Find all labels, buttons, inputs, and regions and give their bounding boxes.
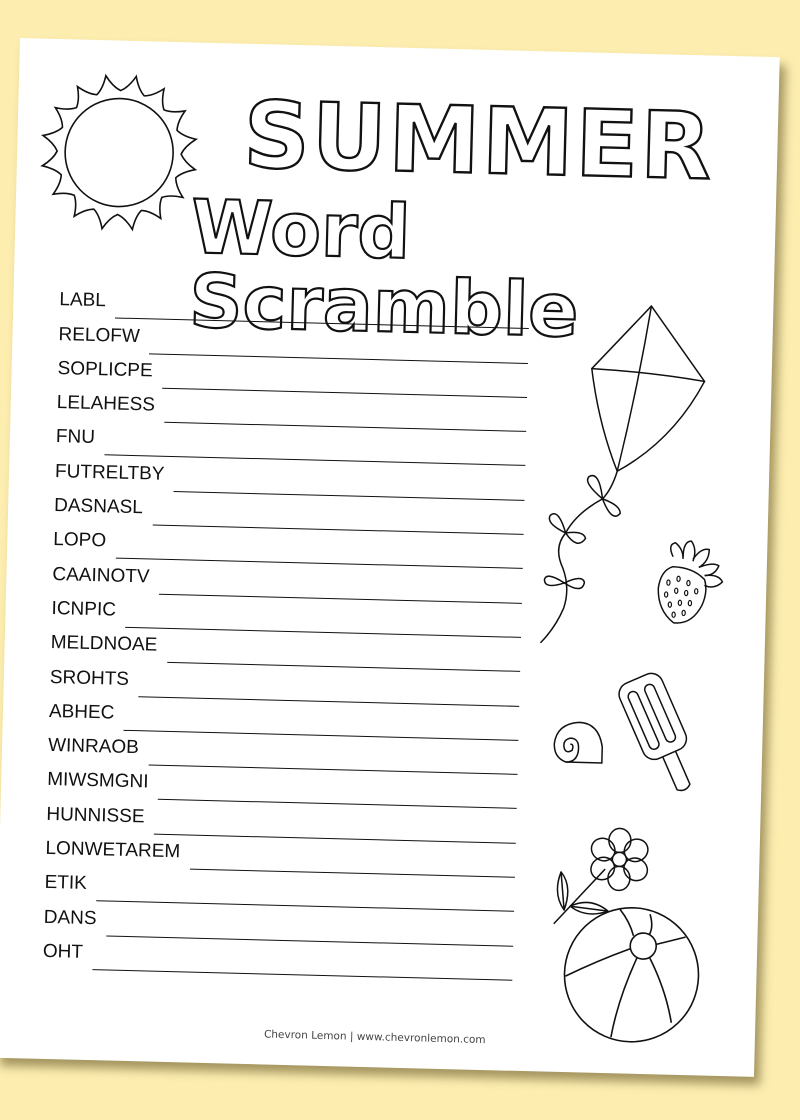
scrambled-word: DASNASL <box>53 495 144 519</box>
scrambled-word: ABHEC <box>48 700 115 724</box>
scrambled-word: LELAHESS <box>56 392 156 416</box>
scrambled-word: ETIK <box>44 872 88 895</box>
scrambled-word: ICNPIC <box>51 597 117 621</box>
scrambled-word: HUNNISSE <box>46 803 145 828</box>
scrambled-word: LOPO <box>53 529 107 552</box>
sun-icon <box>37 71 201 235</box>
scrambled-word: WINRAOB <box>47 735 140 759</box>
popsicle-icon <box>613 663 706 795</box>
scrambled-word: LABL <box>59 289 107 312</box>
footer-credit: Chevron Lemon | www.chevronlemon.com <box>263 1028 486 1047</box>
seashell-icon <box>552 718 613 768</box>
scrambled-word: MIWSMGNI <box>46 769 149 793</box>
scrambled-word: LONWETAREM <box>45 837 181 863</box>
title-word-scramble: Word Scramble <box>188 184 580 355</box>
scrambled-word: MELDNOAE <box>50 632 158 656</box>
scrambled-word: CAAINOTV <box>52 563 150 588</box>
answer-line-input[interactable] <box>93 951 513 981</box>
scrambled-word: SOPLICPE <box>57 357 153 382</box>
beach-ball-icon <box>555 898 709 1052</box>
strawberry-icon <box>651 538 733 630</box>
scrambled-word: DANS <box>43 906 97 929</box>
scrambled-word: SROHTS <box>49 666 130 690</box>
title-summer: SUMMER <box>242 81 715 201</box>
worksheet-page <box>0 38 780 1077</box>
scrambled-word: RELOFW <box>58 323 141 347</box>
scrambled-word: FNU <box>55 426 96 449</box>
scrambled-word: OHT <box>42 940 84 963</box>
scrambled-word: FUTRELTBY <box>54 460 165 485</box>
word-list <box>43 277 530 975</box>
